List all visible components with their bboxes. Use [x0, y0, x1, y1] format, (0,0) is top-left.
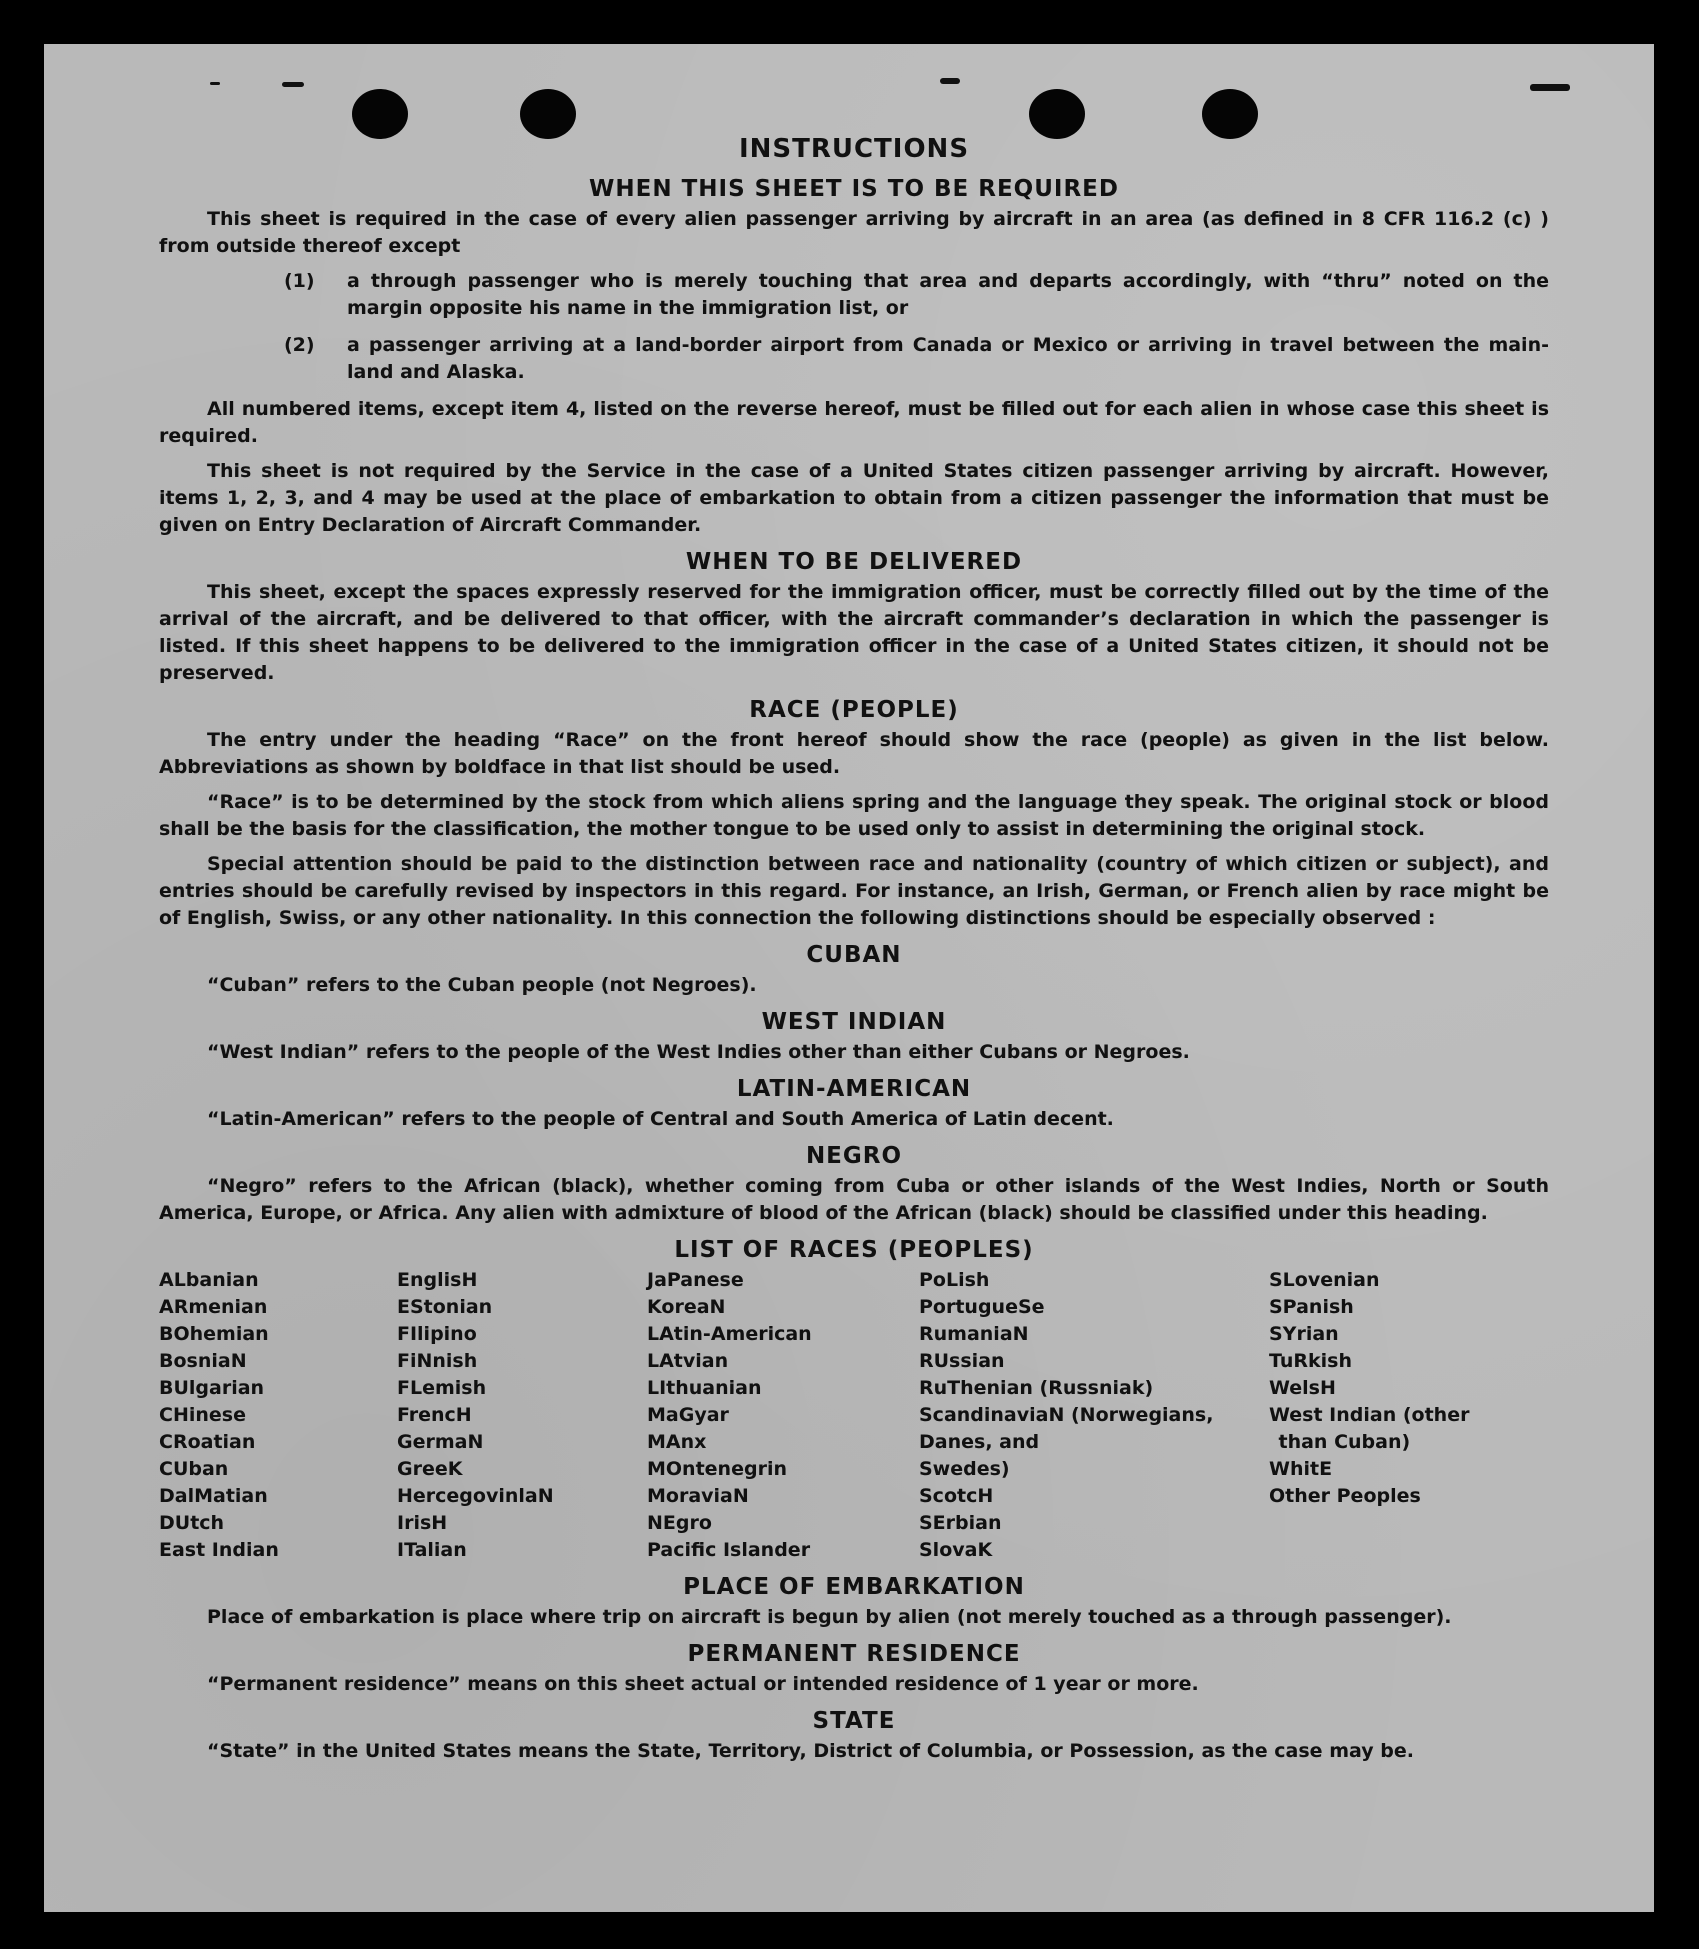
race-entry: GreeK [397, 1458, 463, 1480]
document-page [44, 44, 1654, 1912]
punch-hole [352, 89, 408, 139]
race-entry: HercegovinlaN [397, 1485, 554, 1507]
race-entry: WelsH [1269, 1377, 1336, 1399]
race-entry: MAnx [647, 1431, 707, 1453]
heading-negro: NEGRO [805, 1143, 903, 1169]
races-column [159, 1267, 397, 1564]
race-entry: LAtin-American [647, 1323, 812, 1345]
race-entry: East Indian [159, 1539, 279, 1561]
race-entry: SPanish [1269, 1296, 1354, 1318]
exception-item [284, 332, 1549, 386]
heading-when-delivered: WHEN TO BE DELIVERED [685, 549, 1023, 575]
race-entry: than Cuban) [1269, 1431, 1411, 1453]
punch-hole [1202, 89, 1258, 139]
speck-mark [282, 82, 304, 87]
document-title: INSTRUCTIONS [738, 134, 970, 164]
intro-paragraph: This sheet is required in the case of every alien passenger arriving by aircraft in an area (as defined in 8 CFR 116.2 (c) ) from outside thereof except [159, 208, 1549, 257]
exception-item [284, 268, 1549, 322]
item-number: (1) [284, 270, 315, 292]
race-entry: SlovaK [919, 1539, 993, 1561]
race-entry: Swedes) [919, 1458, 1010, 1480]
race-paragraph-1: The entry under the heading “Race” on the front hereof should show the race (people) as given in the list below. Abbreviations as shown by boldface in that list should be used. [159, 729, 1549, 778]
punch-hole [520, 89, 576, 139]
race-entry: ALbanian [159, 1269, 259, 1291]
race-entry: CRoatian [159, 1431, 256, 1453]
races-column [647, 1267, 919, 1564]
citizen-paragraph: This sheet is not required by the Service in the case of a United States citizen passenger arriving by aircraft. However, items 1, 2, 3, and 4 may be used at the place of embarkation to obtain from a citizen passenger the information that must be given on Entry Declaration of Aircraft Commander. [159, 460, 1549, 536]
race-paragraph-3: Special attention should be paid to the distinction between race and nationality (country of which citizen or subject), and entries should be carefully revised by inspectors in this regard. For instance, an Irish, German, or French alien by race might be of English, Swiss, or any other nationality. In this connection the following distinctions should be especially observed : [159, 853, 1549, 929]
embarkation-definition: Place of embarkation is place where trip on aircraft is begun by alien (not merely touched as a through passenger). [207, 1606, 1452, 1628]
speck-mark [940, 78, 960, 84]
race-entry: EStonian [397, 1296, 493, 1318]
race-entry: NEgro [647, 1512, 712, 1534]
race-entry: FIlipino [397, 1323, 477, 1345]
race-entry: Other Peoples [1269, 1485, 1421, 1507]
west-indian-definition: “West Indian” refers to the people of the West Indies other than either Cubans or Negroes. [207, 1041, 1190, 1063]
heading-place-of-embarkation: PLACE OF EMBARKATION [683, 1574, 1025, 1600]
race-entry: Pacific Islander [647, 1539, 811, 1561]
residence-definition: “Permanent residence” means on this sheet actual or intended residence of 1 year or more. [207, 1673, 1199, 1695]
speck-mark [1530, 84, 1570, 91]
race-entry: RumaniaN [919, 1323, 1029, 1345]
heading-state: STATE [812, 1708, 896, 1734]
race-entry: CUban [159, 1458, 229, 1480]
race-entry: SErbian [919, 1512, 1002, 1534]
heading-race: RACE (PEOPLE) [749, 697, 959, 723]
race-entry: BosniaN [159, 1350, 247, 1372]
cuban-definition: “Cuban” refers to the Cuban people (not Negroes). [207, 974, 757, 996]
heading-west-indian: WEST INDIAN [761, 1009, 947, 1035]
race-entry: TuRkish [1269, 1350, 1353, 1372]
races-column [1269, 1267, 1529, 1564]
race-entry: PortugueSe [919, 1296, 1045, 1318]
speck-mark [210, 82, 220, 85]
race-entry: FiNnish [397, 1350, 478, 1372]
race-entry: BUlgarian [159, 1377, 265, 1399]
punch-hole [1029, 89, 1085, 139]
race-entry: ARmenian [159, 1296, 268, 1318]
race-entry: ScotcH [919, 1485, 994, 1507]
race-entry: BOhemian [159, 1323, 269, 1345]
race-entry: FLemish [397, 1377, 487, 1399]
race-entry: PoLish [919, 1269, 990, 1291]
race-entry: FrencH [397, 1404, 472, 1426]
race-entry: WhitE [1269, 1458, 1333, 1480]
race-entry: RuThenian (Russniak) [919, 1377, 1154, 1399]
race-entry: SLovenian [1269, 1269, 1380, 1291]
heading-latin-american: LATIN-AMERICAN [736, 1076, 972, 1102]
race-entry: ScandinaviaN (Norwegians, [919, 1404, 1214, 1426]
heading-permanent-residence: PERMANENT RESIDENCE [687, 1641, 1021, 1667]
document-body [159, 134, 1549, 1773]
state-definition: “State” in the United States means the State, Territory, District of Columbia, or Possession, as the case may be. [207, 1740, 1414, 1762]
race-entry: JaPanese [647, 1269, 744, 1291]
item-text: a passenger arriving at a land-border airport from Canada or Mexico or arriving in travel between the main-land and Alaska. [347, 334, 1549, 383]
race-entry: MOntenegrin [647, 1458, 787, 1480]
race-entry: GermaN [397, 1431, 484, 1453]
race-entry: Danes, and [919, 1431, 1040, 1453]
race-entry: MaGyar [647, 1404, 729, 1426]
race-entry: West Indian (other [1269, 1404, 1470, 1426]
races-list [159, 1267, 1549, 1564]
race-entry: EnglisH [397, 1269, 478, 1291]
latin-american-definition: “Latin-American” refers to the people of Central and South America of Latin decent. [207, 1108, 1114, 1130]
races-column [919, 1267, 1269, 1564]
heading-when-required: WHEN THIS SHEET IS TO BE REQUIRED [589, 176, 1119, 202]
race-paragraph-2: “Race” is to be determined by the stock from which aliens spring and the language they speak. The original stock or blood shall be the basis for the classification, the mother tongue to be used only to assist in determining the original stock. [159, 791, 1549, 840]
race-entry: SYrian [1269, 1323, 1339, 1345]
race-entry: LAtvian [647, 1350, 729, 1372]
race-entry: RUssian [919, 1350, 1005, 1372]
race-entry: DUtch [159, 1512, 225, 1534]
races-column [397, 1267, 647, 1564]
delivered-paragraph: This sheet, except the spaces expressly reserved for the immigration officer, must be correctly filled out by the time of the arrival of the aircraft, and be delivered to that officer, with the aircraft commander’s declaration in which the passenger is listed. If this sheet happens to be delivered to the immigration officer in the case of a United States citizen, it should not be preserved. [159, 581, 1549, 684]
heading-list-of-races: LIST OF RACES (PEOPLES) [674, 1237, 1034, 1263]
race-entry: KoreaN [647, 1296, 726, 1318]
race-entry: LIthuanian [647, 1377, 762, 1399]
negro-definition: “Negro” refers to the African (black), whether coming from Cuba or other islands of the West Indies, North or South America, Europe, or Africa. Any alien with admixture of blood of the African (black) should be classified under this heading. [159, 1175, 1549, 1224]
item-number: (2) [284, 334, 315, 356]
item-text: a through passenger who is merely touching that area and departs accordingly, with “thru” noted on the margin opposite his name in the immigration list, or [347, 270, 1549, 319]
heading-cuban: CUBAN [806, 942, 902, 968]
race-entry: CHinese [159, 1404, 246, 1426]
race-entry: ITalian [397, 1539, 467, 1561]
numbered-items-paragraph: All numbered items, except item 4, listed on the reverse hereof, must be filled out for each alien in whose case this sheet is required. [159, 398, 1549, 447]
race-entry: MoraviaN [647, 1485, 749, 1507]
race-entry: IrisH [397, 1512, 448, 1534]
race-entry: DalMatian [159, 1485, 268, 1507]
